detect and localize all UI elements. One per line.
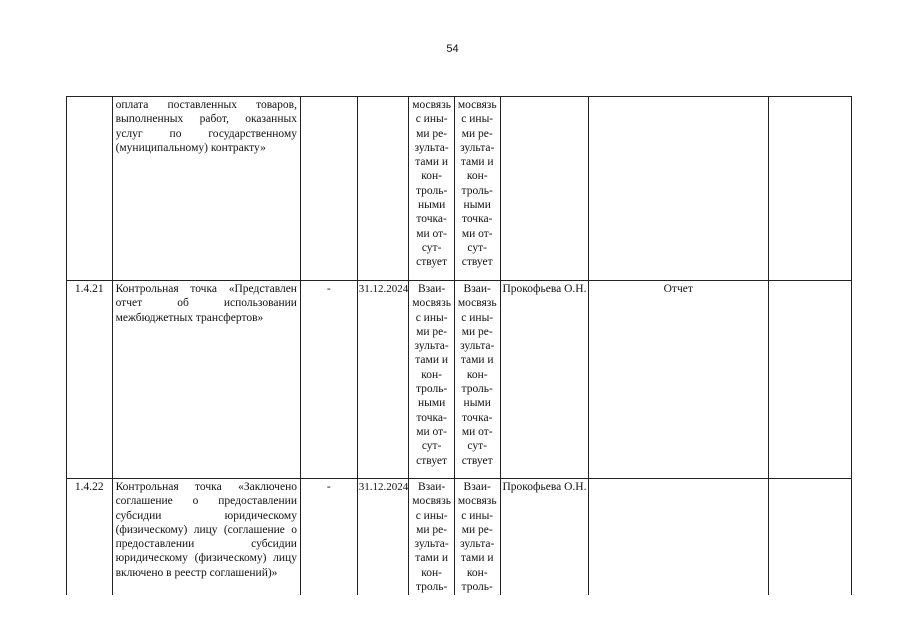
dependency-line: ми от- <box>461 425 493 438</box>
row-number-cell <box>67 97 113 281</box>
dependency-line: тами и <box>460 552 494 565</box>
dependency-line: ми ре- <box>461 523 493 536</box>
dependency-cell <box>454 479 500 596</box>
dependency-line: сут- <box>467 241 487 254</box>
dependency-line: зульта- <box>460 340 495 353</box>
dependency-line: тами и <box>415 354 448 367</box>
dependency-line: ными <box>417 397 446 410</box>
dependency-line: кон- <box>421 566 442 579</box>
dependency-line: ми от- <box>416 227 448 240</box>
dependency-line: ми ре- <box>416 325 448 338</box>
dependency-line: зульта- <box>414 141 449 154</box>
dependency-line: точка- <box>461 411 493 424</box>
dependency-line: тами и <box>415 552 448 565</box>
dependency-cell <box>454 281 500 479</box>
dependency-line: ми ре- <box>416 523 448 536</box>
dependency-line: сут- <box>467 440 487 453</box>
document-cell <box>588 97 768 281</box>
dependency-line: ствует <box>461 256 493 269</box>
dependency-line: мосвязь <box>457 297 497 310</box>
end-date-cell: 31.12.2024 <box>357 479 409 596</box>
start-date-cell <box>300 97 357 281</box>
responsible-cell <box>500 97 588 281</box>
document-cell <box>588 479 768 596</box>
event-name-cell: оплата поставленных товаров, выполненных работ, оказанных услуг по государственному (муниципальному) контракту» <box>112 97 300 281</box>
dependency-line: ми ре- <box>416 127 448 140</box>
dependency-line: ствует <box>416 454 448 467</box>
event-name-cell: Контрольная точка «Заключено соглашение о предоставлении субсидии юридическому (физическому) лицу (соглашение о предоставлении субсидии юридическому (физическому) лицу включено в реестр соглашений)» <box>112 479 300 596</box>
dependency-line: с ины- <box>461 311 494 324</box>
dependency-line: троль- <box>461 184 493 197</box>
dependency-line: кон- <box>421 170 442 183</box>
dependency-line: Взаи- <box>417 283 446 295</box>
dependency-line: ми от- <box>416 425 448 438</box>
dependency-line: ными <box>463 199 491 212</box>
table-row <box>67 479 852 596</box>
responsible-cell: Прокофьева О.Н. <box>500 281 588 479</box>
dependency-line: мосвязь <box>412 297 452 310</box>
dependency-line: Взаи- <box>463 283 491 295</box>
dependency-line: зульта- <box>460 141 495 154</box>
plan-table <box>66 96 852 595</box>
row-number-cell: 1.4.22 <box>67 479 113 596</box>
document-cell: Отчет <box>588 281 768 479</box>
dependency-line: мосвязь <box>457 495 497 508</box>
dependency-line: ми ре- <box>461 325 493 338</box>
dependency-cell <box>409 281 455 479</box>
dependency-line: мосвязь <box>412 99 452 111</box>
dependency-line: точка- <box>461 213 493 226</box>
dependency-line: ми от- <box>461 227 493 240</box>
dependency-line: кон- <box>466 170 488 183</box>
page-number: 54 <box>446 43 459 55</box>
dependency-line: сут- <box>421 440 442 453</box>
dependency-line: тами и <box>460 156 494 169</box>
dependency-line: с ины- <box>415 509 448 522</box>
dependency-line: кон- <box>466 566 488 579</box>
dependency-line: с ины- <box>461 113 494 126</box>
dependency-line: ными <box>417 199 446 212</box>
dependency-line: кон- <box>466 368 488 381</box>
dependency-line: с ины- <box>461 509 494 522</box>
dependency-line: с ины- <box>415 113 448 126</box>
start-date-cell: - <box>300 479 357 596</box>
dependency-line: троль- <box>461 383 493 396</box>
dependency-line: зульта- <box>414 340 449 353</box>
dependency-cell <box>409 97 455 281</box>
end-date-cell <box>357 97 409 281</box>
end-date-cell: 31.12.2024 <box>357 281 409 479</box>
dependency-line: троль- <box>461 581 493 594</box>
table-row <box>67 97 852 281</box>
dependency-line: кон- <box>421 368 442 381</box>
table-row <box>67 281 852 479</box>
dependency-line: Взаи- <box>417 481 446 493</box>
dependency-line: тами и <box>460 354 494 367</box>
dependency-line: троль- <box>415 383 448 396</box>
dependency-line: ми ре- <box>461 127 493 140</box>
dependency-line: зульта- <box>460 538 495 551</box>
dependency-line: ными <box>463 397 491 410</box>
dependency-line: зульта- <box>414 538 449 551</box>
dependency-cell <box>409 479 455 596</box>
note-cell <box>768 97 851 281</box>
event-name-cell: Контрольная точка «Представлен отчет об использовании межбюджетных трансфертов» <box>112 281 300 479</box>
dependency-line: ствует <box>416 256 448 269</box>
responsible-cell: Прокофьева О.Н. <box>500 479 588 596</box>
dependency-line: троль- <box>415 184 448 197</box>
dependency-line: мосвязь <box>412 495 452 508</box>
dependency-line: ствует <box>461 454 493 467</box>
start-date-cell: - <box>300 281 357 479</box>
row-number-cell: 1.4.21 <box>67 281 113 479</box>
dependency-line: тами и <box>415 156 448 169</box>
note-cell <box>768 281 851 479</box>
dependency-line: точка- <box>416 411 447 424</box>
dependency-line: сут- <box>421 241 442 254</box>
dependency-line: с ины- <box>415 311 448 324</box>
dependency-line: троль- <box>415 581 448 594</box>
dependency-line: мосвязь <box>457 99 497 111</box>
dependency-line: Взаи- <box>463 481 491 493</box>
note-cell <box>768 479 851 596</box>
dependency-cell <box>454 97 500 281</box>
dependency-line: точка- <box>416 213 447 226</box>
